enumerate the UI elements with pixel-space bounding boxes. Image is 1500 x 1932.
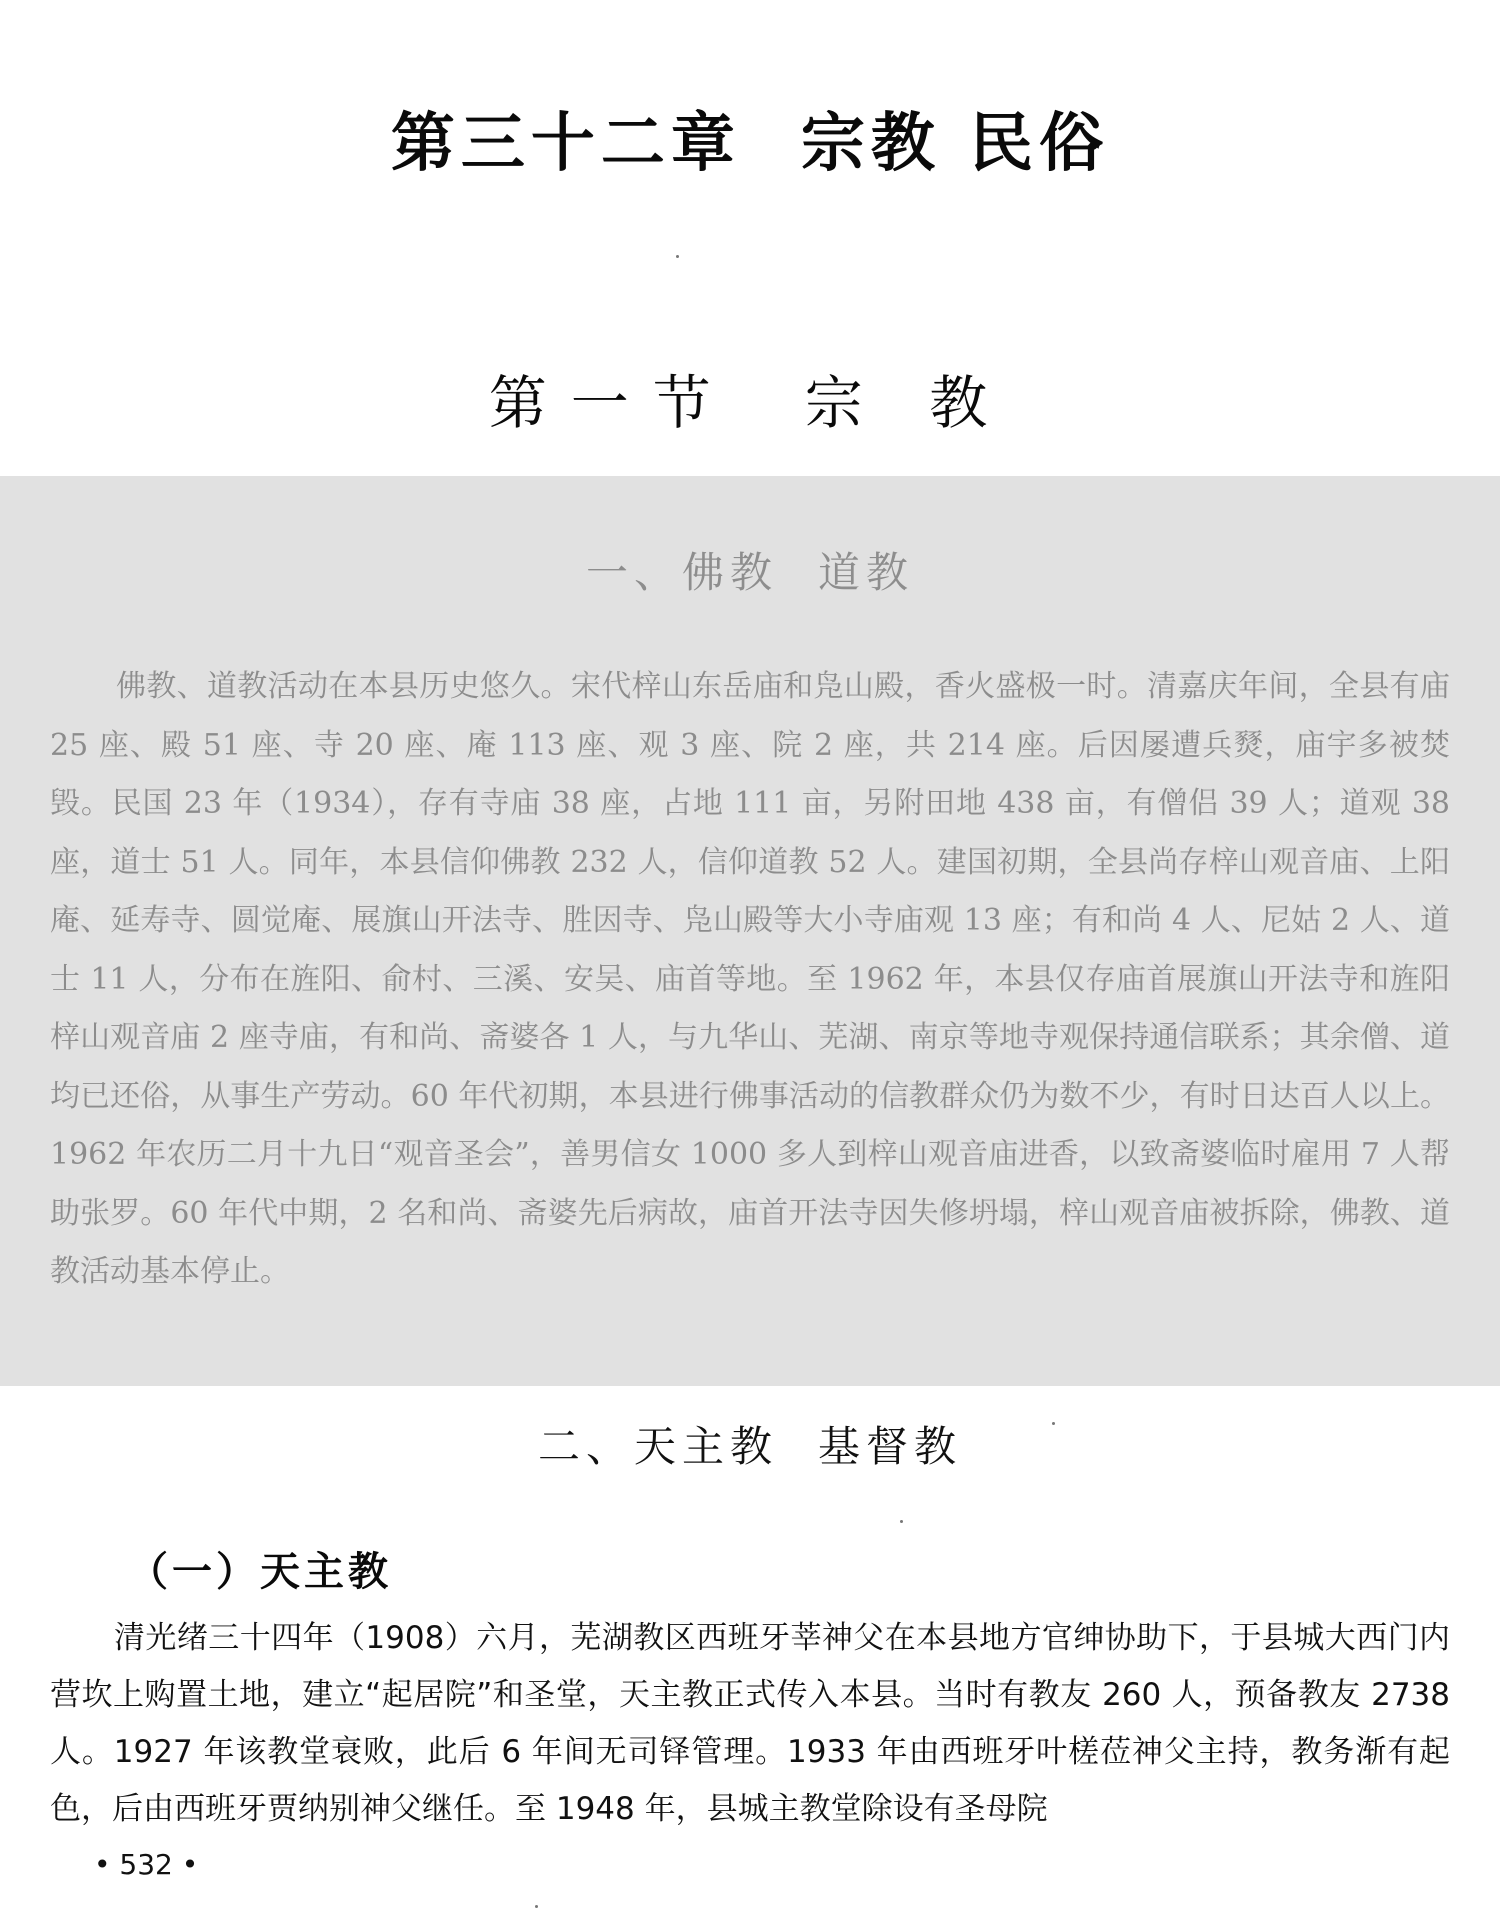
taoism-heading-text: 道教 (818, 548, 915, 597)
chapter-subject: 宗教 民俗 (800, 107, 1110, 181)
scan-speck (535, 1905, 538, 1908)
chapter-number: 第三十二章 (390, 107, 741, 181)
section-number: 第一节 (488, 369, 735, 437)
page-number: • 532 • (94, 1848, 199, 1881)
christian-heading-text: 基督教 (818, 1422, 963, 1471)
buddhism-taoism-heading (0, 540, 1500, 600)
catholic-heading-text: 二、天主教 (537, 1422, 778, 1471)
buddhism-heading-text: 一、佛教 (585, 548, 778, 597)
catholic-paragraph: 清光绪三十四年（1908）六月，芜湖教区西班牙莘神父在本县地方官绅协助下，于县城大西门内营坎上购置土地，建立“起居院”和圣堂，天主教正式传入本县。当时有教友 260 人，预备教友 2738 人。1927 年该教堂衰败，此后 6 年间无司铎管理。1933 年由西班牙叶槎莅神父主持，教务渐有起色，后由西班牙贾纳别神父继任。至 1948 年，县城主教堂除设有圣母院 (50, 1620, 1450, 1827)
buddhism-taoism-paragraph: 佛教、道教活动在本县历史悠久。宋代梓山东岳庙和凫山殿，香火盛极一时。清嘉庆年间，全县有庙 25 座、殿 51 座、寺 20 座、庵 113 座、观 3 座、院 2 座，共 214 座。后因屡遭兵燹，庙宇多被焚毁。民国 23 年（1934），存有寺庙 38 座，占地 111 亩，另附田地 438 亩，有僧侣 39 人；道观 38 座，道士 51 人。同年，本县信仰佛教 232 人，信仰道教 52 人。建国初期，全县尚存梓山观音庙、上阳庵、延寿寺、圆觉庵、展旗山开法寺、胜因寺、凫山殿等大小寺庙观 13 座；有和尚 4 人、尼姑 2 人、道士 11 人，分布在旌阳、俞村、三溪、安吴、庙首等地。至 1962 年，本县仅存庙首展旗山开法寺和旌阳梓山观音庙 2 座寺庙，有和尚、斋婆各 1 人，与九华山、芜湖、南京等地寺观保持通信联系；其余僧、道均已还俗，从事生产劳动。60 年代初期，本县进行佛事活动的信教群众仍为数不少，有时日达百人以上。1962 年农历二月十九日“观音圣会”，善男信女 1000 多人到梓山观音庙进香，以致斋婆临时雇用 7 人帮助张罗。60 年代中期，2 名和尚、斋婆先后病故，庙首开法寺因失修坍塌，梓山观音庙被拆除，佛教、道教活动基本停止。 (50, 669, 1450, 1289)
chapter-title (0, 92, 1500, 184)
section-title (0, 356, 1500, 440)
scan-speck (900, 1520, 903, 1523)
section-subject: 宗 教 (804, 369, 1012, 437)
catholic-christian-heading (0, 1414, 1500, 1474)
catholic-subheading: （一）天主教 (128, 1549, 392, 1595)
scan-speck (1052, 1422, 1055, 1425)
scan-speck (676, 255, 679, 258)
